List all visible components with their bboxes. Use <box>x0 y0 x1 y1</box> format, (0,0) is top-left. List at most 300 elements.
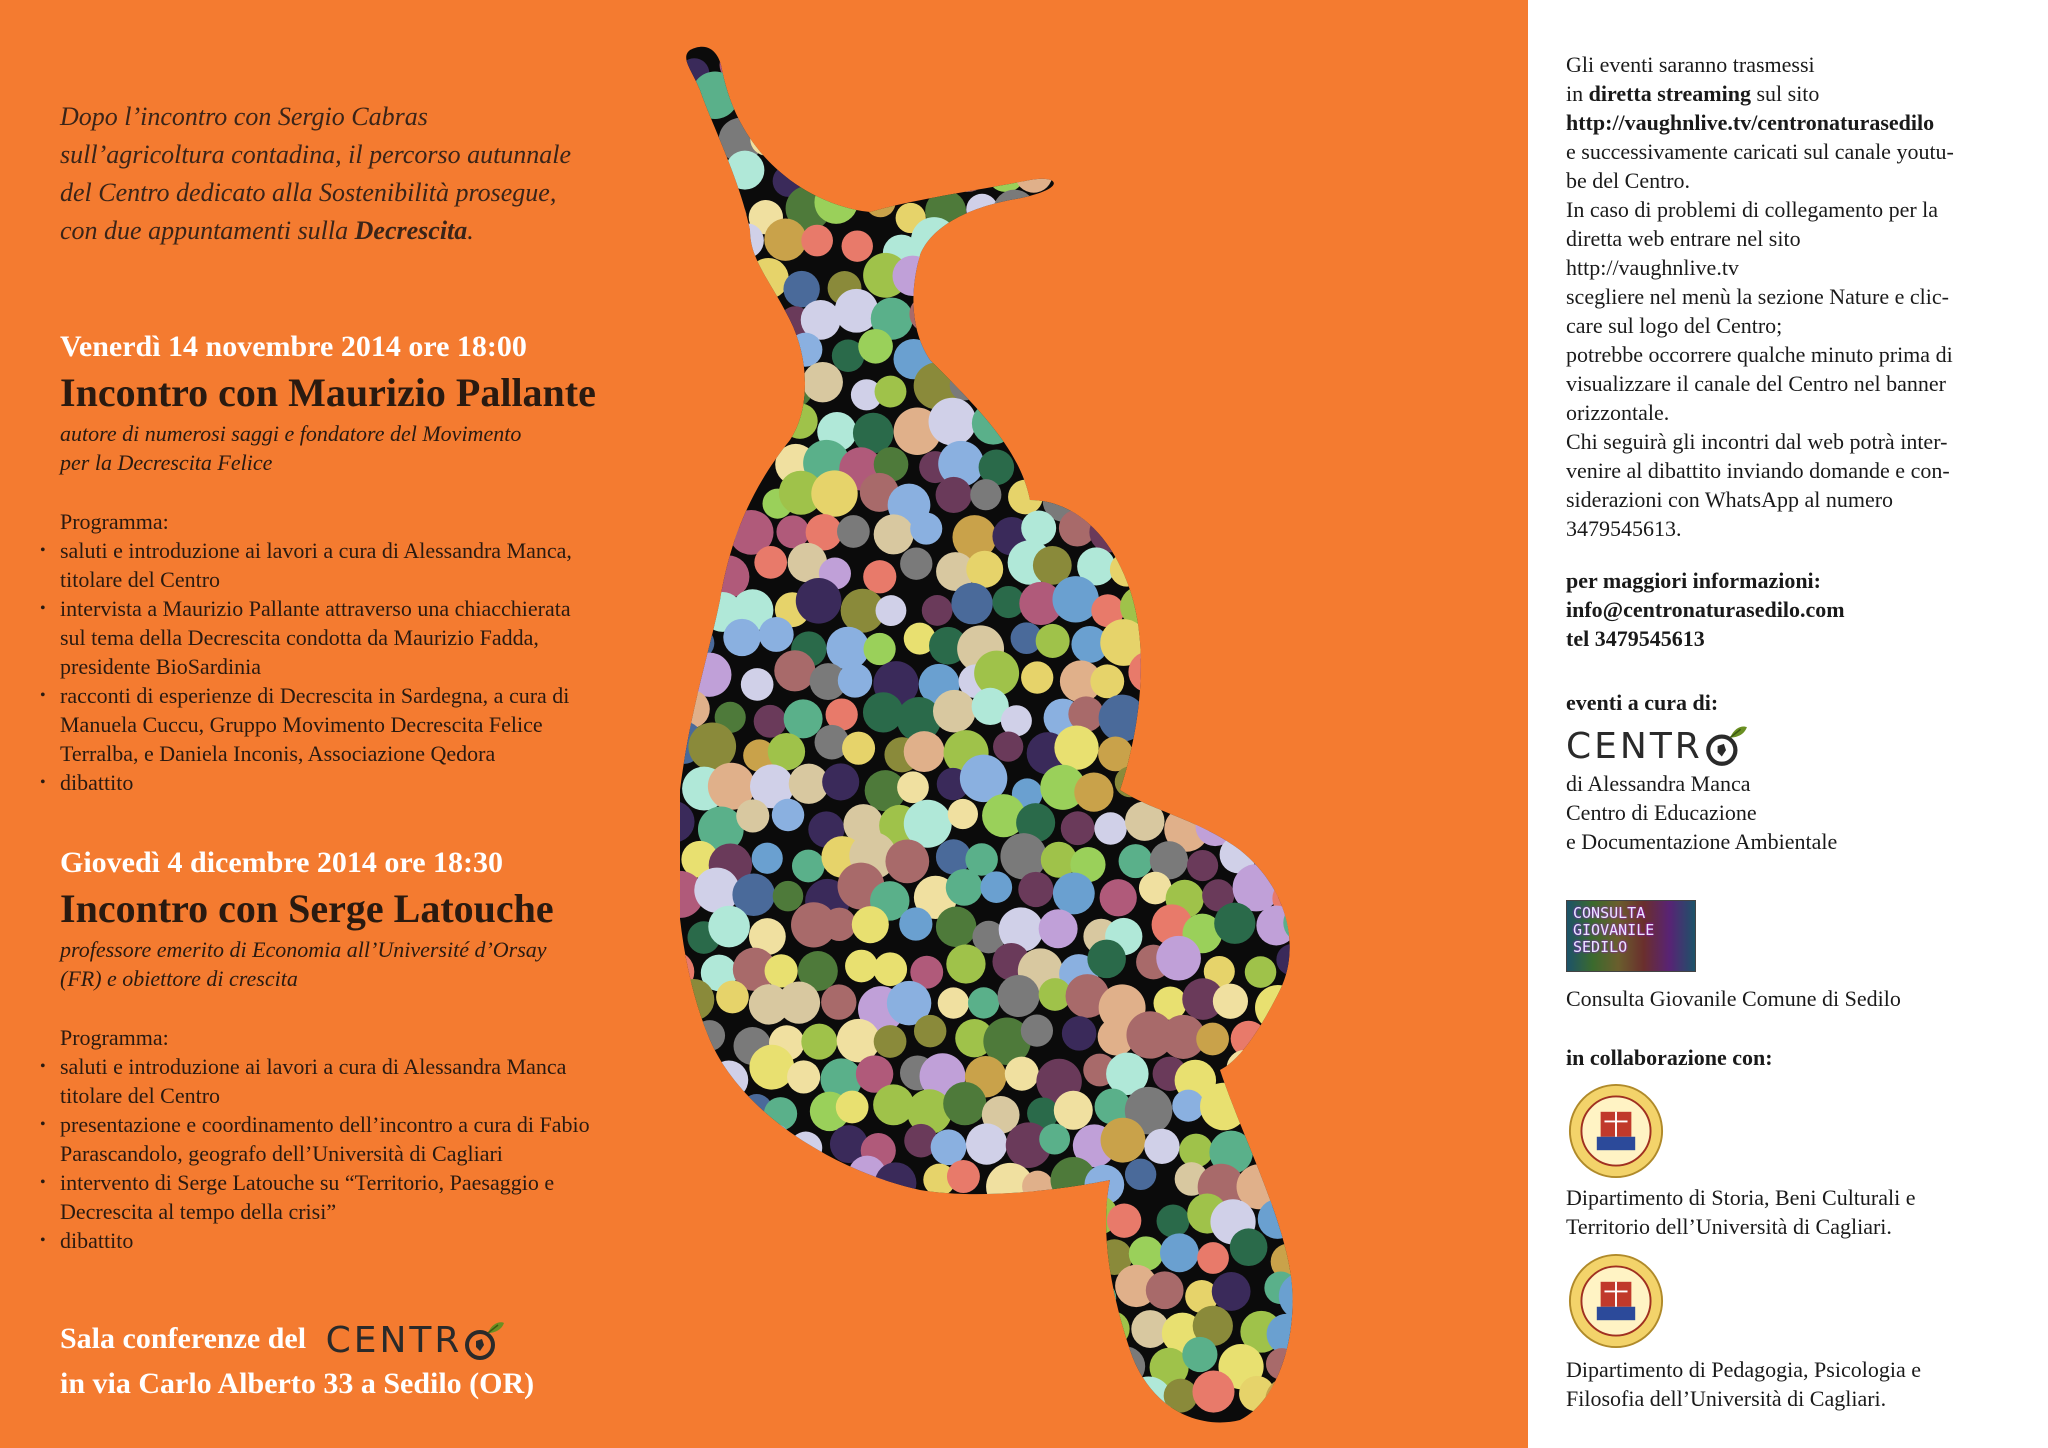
mosaic-dot <box>1370 765 1407 802</box>
mosaic-dot <box>1123 30 1161 45</box>
mosaic-dot <box>1168 510 1209 551</box>
event-2-subtitle-line: (FR) e obiettore di crescita <box>60 966 298 991</box>
mosaic-dot <box>993 190 1036 233</box>
mosaic-dot <box>799 1156 840 1197</box>
program-item-line: titolare del Centro <box>60 567 221 592</box>
mosaic-dot <box>845 950 878 983</box>
mosaic-dot <box>1322 548 1369 595</box>
mosaic-dot <box>1391 908 1437 954</box>
mosaic-dot <box>707 297 739 329</box>
mosaic-dot <box>1440 906 1460 947</box>
intro-line: del Centro dedicato alla Sostenibilità prosegue, <box>60 178 557 207</box>
stream-url[interactable] <box>1566 108 1954 137</box>
mosaic-dot <box>1315 436 1355 476</box>
mosaic-dot <box>680 310 699 341</box>
mosaic-dot <box>891 1342 924 1375</box>
mosaic-dot <box>744 1199 790 1245</box>
mosaic-dot <box>1008 1277 1045 1314</box>
mosaic-dot <box>1326 848 1358 880</box>
mosaic-dot <box>1413 1162 1460 1209</box>
mosaic-dot <box>1424 955 1460 993</box>
info-line: Dipartimento di Pedagogia, Psicologia e <box>1566 1357 1921 1382</box>
mosaic-dot <box>802 1242 835 1275</box>
mosaic-dot <box>1406 1051 1439 1084</box>
info-line: e Documentazione Ambientale <box>1566 829 1838 854</box>
mosaic-dot <box>1064 160 1098 194</box>
mosaic-dot <box>1185 399 1224 438</box>
mosaic-dot <box>1439 1058 1460 1104</box>
mosaic-dot <box>1110 194 1150 234</box>
mosaic-dot <box>913 1373 958 1418</box>
contact-email-link[interactable]: info@centronaturasedilo.com <box>1566 597 1845 622</box>
mosaic-dot <box>703 510 739 546</box>
mosaic-dot <box>874 514 914 554</box>
mosaic-dot <box>1173 444 1210 481</box>
mosaic-dot <box>1160 1233 1199 1272</box>
program-item <box>60 681 680 768</box>
mosaic-dot <box>1131 156 1161 186</box>
mosaic-dot <box>1219 548 1250 579</box>
mosaic-dot <box>1281 1131 1325 1175</box>
mosaic-dot <box>680 546 711 582</box>
mosaic-dot <box>1231 1021 1267 1057</box>
mosaic-dot <box>682 1202 716 1236</box>
mosaic-dot <box>1344 659 1376 691</box>
mosaic-dot <box>1168 298 1200 330</box>
mosaic-dot <box>1128 651 1169 692</box>
mosaic-dot <box>1094 1311 1130 1347</box>
mosaic-dot <box>749 1045 794 1090</box>
mosaic-dot <box>1084 1165 1124 1205</box>
mosaic-dot <box>819 1273 850 1304</box>
mosaic-dot <box>680 227 698 264</box>
mosaic-dot <box>1113 480 1145 512</box>
mosaic-dot <box>1332 940 1380 988</box>
mosaic-dot <box>1429 774 1460 808</box>
event-1-title: Incontro con Maurizio Pallante <box>60 370 596 415</box>
mosaic-dot <box>1271 1099 1306 1134</box>
info-line: di Alessandra Manca <box>1566 771 1751 796</box>
mosaic-dot <box>1025 234 1061 270</box>
info-line <box>1566 79 1954 108</box>
mosaic-dot <box>1049 1301 1089 1341</box>
mosaic-dot <box>827 123 859 155</box>
mosaic-dot <box>863 692 903 732</box>
mosaic-dot <box>778 1235 810 1267</box>
mosaic-dot <box>1079 120 1119 160</box>
mosaic-dot <box>1065 1386 1098 1419</box>
mosaic-dot <box>1294 1049 1337 1092</box>
mosaic-dot <box>1274 592 1310 628</box>
mosaic-dot <box>1305 940 1350 985</box>
mosaic-dot <box>1374 796 1421 843</box>
mosaic-dot <box>1367 122 1407 162</box>
mosaic-dot <box>782 403 818 439</box>
event-1-subtitle-line: per la Decrescita Felice <box>60 450 273 475</box>
mosaic-dot <box>687 653 731 697</box>
mosaic-dot <box>1386 221 1420 255</box>
mosaic-dot <box>975 1201 1005 1231</box>
info-line: orizzontale. <box>1566 400 1670 425</box>
mosaic-dot <box>1215 56 1246 87</box>
mosaic-dot <box>680 118 712 154</box>
mosaic-dot <box>1241 1098 1274 1131</box>
mosaic-dot <box>1080 272 1113 305</box>
program-item <box>60 1168 680 1226</box>
mosaic-dot <box>784 699 823 738</box>
mosaic-dot <box>1360 1139 1390 1169</box>
mosaic-dot <box>1043 1280 1075 1312</box>
mosaic-dot <box>1329 396 1373 440</box>
mosaic-dot <box>900 548 932 580</box>
mosaic-dot <box>699 1371 741 1413</box>
mosaic-dot <box>1290 627 1335 672</box>
mosaic-dot <box>1346 1086 1382 1122</box>
mosaic-dot <box>1318 107 1363 152</box>
mosaic-dot <box>970 479 1001 510</box>
mosaic-dot <box>762 407 794 439</box>
mosaic-dot <box>1202 650 1244 692</box>
mosaic-dot <box>692 154 724 186</box>
program-item-line: Manuela Cuccu, Gruppo Movimento Decrescita Felice <box>60 712 543 737</box>
program-item-line: • presentazione e coordinamento dell’incontro a cura di Fabio <box>60 1112 590 1137</box>
mosaic-dot <box>964 258 1008 302</box>
mosaic-dot <box>1107 333 1140 366</box>
mosaic-dot <box>1167 591 1202 626</box>
mosaic-dot <box>1154 265 1189 300</box>
mosaic-dot <box>1402 193 1444 235</box>
mosaic-dot <box>1279 693 1327 741</box>
mosaic-dot <box>989 232 1022 265</box>
mosaic-dot <box>847 1377 883 1413</box>
mosaic-dot <box>1193 577 1238 622</box>
mosaic-dot <box>1021 510 1056 545</box>
mosaic-dot <box>920 159 956 195</box>
mosaic-dot <box>1409 1132 1441 1164</box>
mosaic-dot <box>1021 661 1053 693</box>
mosaic-dot <box>1390 114 1431 155</box>
mosaic-dot <box>1401 1197 1446 1242</box>
mosaic-dot <box>1387 769 1434 816</box>
mosaic-dot <box>1146 1271 1184 1309</box>
mosaic-dot <box>723 619 760 656</box>
mosaic-dot <box>1052 302 1098 348</box>
vaughnlive-link[interactable]: http://vaughnlive.tv <box>1566 255 1739 280</box>
info-line: Chi seguirà gli incontri dal web potrà inter- <box>1566 429 1948 454</box>
mosaic-dot <box>1366 980 1411 1025</box>
mosaic-dot <box>801 225 833 257</box>
mosaic-dot <box>875 376 907 408</box>
contact-label: per maggiori informazioni: <box>1566 568 1821 593</box>
program-item <box>60 1226 680 1255</box>
event-2 <box>60 843 680 1255</box>
mosaic-dot <box>980 871 1012 903</box>
mosaic-dot <box>950 370 980 400</box>
mosaic-dot <box>754 546 787 579</box>
mosaic-dot <box>821 984 856 1019</box>
info-line: Filosofia dell’Università di Cagliari. <box>1566 1386 1887 1411</box>
mosaic-dot <box>1341 441 1374 474</box>
mosaic-dot <box>1304 588 1348 632</box>
mosaic-dot <box>1115 50 1145 80</box>
mosaic-dot <box>1264 229 1309 274</box>
mosaic-dot <box>936 477 972 513</box>
mosaic-dot <box>827 1346 861 1380</box>
mosaic-dot <box>811 470 857 516</box>
mosaic-dot <box>1343 1308 1376 1341</box>
mosaic-dot <box>851 1271 896 1316</box>
mosaic-dot <box>1204 221 1246 263</box>
mosaic-dot <box>680 371 708 418</box>
mosaic-dot <box>716 1193 758 1235</box>
mosaic-dot <box>1394 50 1440 96</box>
mosaic-dot <box>1260 116 1292 148</box>
mosaic-dot <box>948 799 978 829</box>
mosaic-dot <box>699 30 730 46</box>
mosaic-dot <box>1215 690 1247 722</box>
consulta-logo-text: CONSULTA <box>1573 904 1646 922</box>
mosaic-dot <box>680 475 713 520</box>
mosaic-dot <box>1233 155 1277 199</box>
mosaic-dot <box>1081 186 1113 218</box>
mosaic-dot <box>1362 342 1394 374</box>
mosaic-dot <box>1214 903 1255 944</box>
mosaic-dot <box>890 1196 931 1237</box>
mosaic-dot <box>1099 695 1146 742</box>
mosaic-dot <box>943 1082 986 1125</box>
mosaic-dot <box>736 30 771 46</box>
mosaic-dot <box>798 81 836 119</box>
program-item-line: • intervento di Serge Latouche su “Territorio, Paesaggio e <box>60 1170 555 1195</box>
mosaic-dot <box>1034 268 1075 309</box>
mosaic-dot <box>789 1132 822 1165</box>
mosaic-dot <box>1335 1272 1374 1311</box>
contact-info <box>1566 566 1845 653</box>
mosaic-dot <box>1432 47 1460 91</box>
event-2-title: Incontro con Serge Latouche <box>60 886 554 931</box>
program-item-line: Terralba, e Daniela Inconis, Associazione Qedora <box>60 741 496 766</box>
mosaic-dot <box>760 1124 790 1154</box>
mosaic-dot <box>1260 835 1296 871</box>
mosaic-dot <box>1361 1055 1407 1101</box>
mosaic-dot <box>1418 160 1450 192</box>
mosaic-dot <box>1105 1346 1145 1386</box>
mosaic-dot <box>1147 52 1183 88</box>
mosaic-dot <box>1001 705 1032 736</box>
mosaic-dot <box>873 85 909 121</box>
mosaic-dot <box>860 1343 901 1384</box>
mosaic-dot <box>1046 44 1079 77</box>
mosaic-dot <box>1364 541 1411 588</box>
mosaic-dot <box>792 850 825 883</box>
mosaic-dot <box>1294 329 1341 376</box>
mosaic-dot <box>958 330 1006 378</box>
mosaic-dot <box>1255 400 1293 438</box>
mosaic-dot <box>1410 85 1451 126</box>
mosaic-dot <box>1298 409 1337 448</box>
mosaic-dot <box>1378 514 1419 555</box>
mosaic-dot <box>822 763 859 800</box>
mosaic-dot <box>1366 258 1411 303</box>
mosaic-dot <box>1434 1127 1460 1160</box>
mosaic-dot <box>1401 259 1439 297</box>
mosaic-dot <box>1276 155 1323 202</box>
mosaic-dot <box>1074 773 1113 812</box>
mosaic-dot <box>691 71 739 119</box>
stream-url-link[interactable]: http://vaughnlive.tv/centronaturasedilo <box>1566 110 1935 135</box>
mosaic-dot <box>932 1273 972 1313</box>
mosaic-dot <box>1411 651 1450 690</box>
mosaic-dot <box>960 1268 1004 1312</box>
department-1 <box>1566 1183 1916 1241</box>
mosaic-dot <box>795 122 831 158</box>
mosaic-dot <box>734 1155 782 1203</box>
mosaic-dot <box>1404 1341 1434 1371</box>
mosaic-dot <box>1300 867 1346 913</box>
info-line: e successivamente caricati sul canale youtu- <box>1566 139 1954 164</box>
mosaic-dot <box>885 840 929 884</box>
event-2-program-label: Programma: <box>60 1025 169 1050</box>
event-2-date: Giovedì 4 dicembre 2014 ore 18:30 <box>60 846 503 879</box>
mosaic-dot <box>1290 475 1336 521</box>
mosaic-dot <box>1422 798 1460 843</box>
consulta-name: Consulta Giovanile Comune di Sedilo <box>1566 986 1901 1011</box>
curated-by <box>1566 688 1837 856</box>
mosaic-dot <box>1093 79 1130 116</box>
mosaic-dot <box>1267 30 1310 47</box>
mosaic-dot <box>1125 801 1165 841</box>
mosaic-dot <box>837 515 870 548</box>
mosaic-dot <box>1136 521 1175 560</box>
mosaic-dot <box>1267 1314 1307 1354</box>
contact-phone: tel 3479545613 <box>1566 626 1705 651</box>
mosaic-dot <box>1140 222 1172 254</box>
mosaic-dot <box>1424 875 1460 913</box>
mosaic-dot <box>1391 337 1435 381</box>
consulta-logo-text: SEDILO <box>1573 938 1628 956</box>
mosaic-dot <box>1224 330 1267 373</box>
mosaic-dot <box>897 771 929 803</box>
intro-line <box>60 212 660 250</box>
mosaic-dot <box>1371 577 1416 622</box>
mosaic-dot <box>1397 701 1429 733</box>
mosaic-dot <box>709 1061 748 1100</box>
mosaic-dot <box>946 944 985 983</box>
mosaic-dot <box>946 869 983 906</box>
mosaic-dot <box>945 148 989 192</box>
mosaic-dot <box>680 652 702 690</box>
program-item <box>60 594 680 681</box>
mosaic-dot <box>1410 30 1452 49</box>
mosaic-dot <box>1077 41 1114 78</box>
mosaic-dot <box>868 1378 915 1425</box>
mosaic-dot <box>1033 118 1069 154</box>
mosaic-dot <box>1330 1044 1375 1089</box>
mosaic-dot <box>1353 618 1396 661</box>
mosaic-dot <box>733 79 777 123</box>
mosaic-dot <box>1042 184 1088 230</box>
mosaic-dot <box>680 588 702 620</box>
mosaic-dot <box>1024 439 1059 474</box>
mosaic-dot <box>1061 811 1095 845</box>
info-bold: diretta streaming <box>1588 81 1751 106</box>
mosaic-dot <box>1306 225 1348 267</box>
program-item-line: • intervista a Maurizio Pallante attraverso una chiacchierata <box>60 596 571 621</box>
mosaic-dot <box>692 1233 729 1270</box>
mosaic-dot <box>1064 1341 1110 1387</box>
mosaic-dot <box>1156 199 1190 233</box>
mosaic-dot <box>771 30 810 43</box>
mosaic-dot <box>1270 524 1302 556</box>
program-item-line: • dibattito <box>60 1228 134 1253</box>
mosaic-dot <box>980 88 1021 129</box>
mosaic-dot <box>703 1263 751 1311</box>
mosaic-dot <box>1164 1379 1198 1413</box>
mosaic-dot <box>1196 1023 1229 1056</box>
mosaic-dot <box>688 372 731 415</box>
mosaic-dot <box>1184 121 1223 160</box>
mosaic-dot <box>1380 1085 1420 1125</box>
event-1-subtitle-line: autore di numerosi saggi e fondatore del Movimento <box>60 421 522 446</box>
mosaic-dot <box>1396 978 1437 1019</box>
mosaic-dot <box>874 1025 907 1058</box>
mosaic-dot <box>1015 155 1053 193</box>
mosaic-dot <box>1067 87 1099 119</box>
mosaic-dot <box>1231 657 1274 700</box>
mosaic-dot <box>884 1271 931 1318</box>
mosaic-dot <box>1376 1373 1421 1418</box>
mosaic-dot <box>1228 808 1271 851</box>
mosaic-dot <box>878 1314 916 1352</box>
mosaic-dot <box>1139 472 1177 510</box>
mosaic-dot <box>1151 623 1195 667</box>
mosaic-dot <box>1110 113 1149 152</box>
mosaic-dot <box>1137 330 1180 373</box>
mosaic-dot <box>1022 1171 1053 1202</box>
program-item-line: titolare del Centro <box>60 1083 221 1108</box>
program-item-line: sul tema della Decrescita condotta da Maurizio Fadda, <box>60 625 539 650</box>
mosaic-dot <box>737 291 775 329</box>
mosaic-dot <box>1197 1242 1229 1274</box>
mosaic-dot <box>680 1095 702 1134</box>
mosaic-dot <box>983 1313 1016 1346</box>
mosaic-dot <box>748 258 789 299</box>
mosaic-dot <box>773 881 804 912</box>
mosaic-dot <box>1254 48 1285 79</box>
mosaic-dot <box>852 906 889 943</box>
program-item-line: • racconti di esperienze di Decrescita in Sardegna, a cura di <box>60 683 570 708</box>
mosaic-dot <box>1148 770 1181 803</box>
centro-logo-word: CENTR <box>325 1320 463 1362</box>
info-line: venire al dibattito inviando domande e con- <box>1566 458 1950 483</box>
mosaic-dot <box>1314 1233 1347 1266</box>
mosaic-dot <box>680 1227 703 1272</box>
mosaic-dot <box>1398 483 1435 520</box>
mosaic-dot <box>966 1123 1007 1164</box>
info-line: scegliere nel menù la sezione Nature e clic- <box>1566 284 1949 309</box>
snail-mosaic-illustration <box>680 30 1460 1430</box>
collab-label-text: in collaborazione con: <box>1566 1045 1773 1070</box>
mosaic-dot <box>680 30 696 47</box>
mosaic-dot <box>1053 873 1095 915</box>
mosaic-dot <box>865 187 895 217</box>
mosaic-dot <box>1100 879 1137 916</box>
mosaic-dot <box>710 407 743 440</box>
mosaic-dot <box>1056 452 1089 485</box>
mosaic-dot <box>1417 1300 1460 1347</box>
mosaic-dot <box>1285 117 1332 164</box>
mosaic-dot <box>1389 85 1421 117</box>
